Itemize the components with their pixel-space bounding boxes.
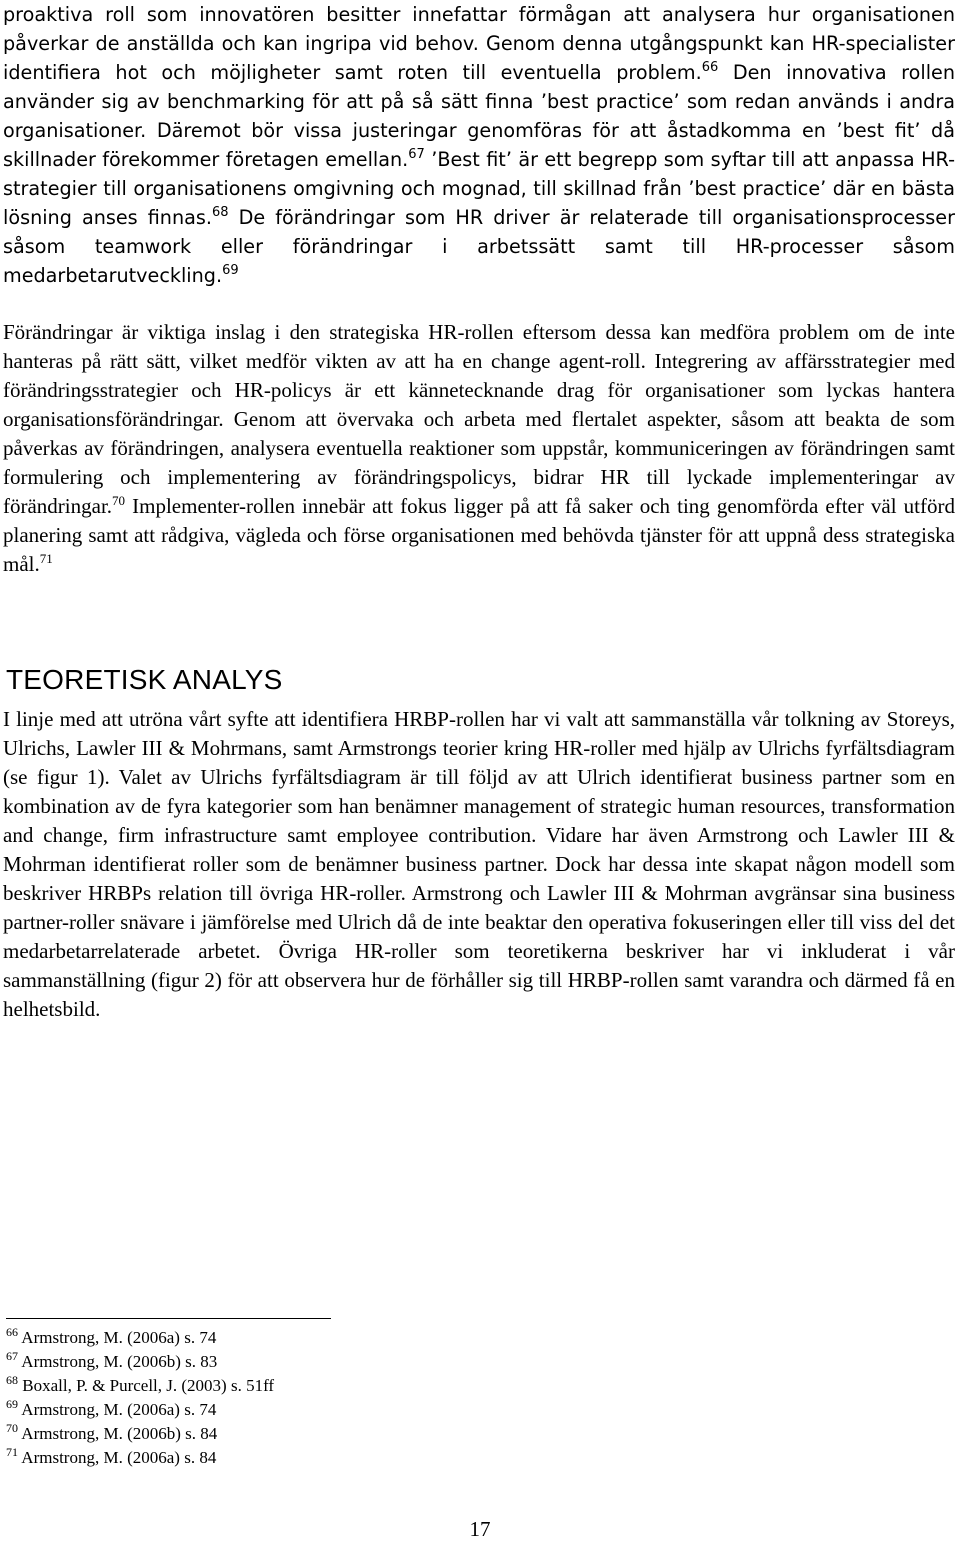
footnote-text: Boxall, P. & Purcell, J. (2003) s. 51ff	[18, 1376, 275, 1395]
footnote-number: 68	[6, 1373, 18, 1387]
footnote-divider	[6, 1318, 331, 1319]
footnote-ref[interactable]: 68	[211, 205, 229, 220]
paragraph-text: Implementer-rollen innebär att fokus ligger på att få saker och ting genomförda efter väl utförd planering samt att rådgiva, vägleda och förse organisationen med behövda tjänster för att uppnå dess strategiska mål.	[3, 494, 955, 576]
footnote-text: Armstrong, M. (2006a) s. 74	[18, 1328, 217, 1347]
body-paragraph-innovator	[3, 0, 955, 290]
footnote-list	[6, 1326, 274, 1470]
footnote-item	[6, 1374, 274, 1398]
body-paragraph-change-agent	[3, 318, 955, 579]
footnote-number: 69	[6, 1397, 18, 1411]
footnote-number: 66	[6, 1325, 18, 1339]
paragraph-text: ’Best fit’ är ett begrepp som syftar till att anpassa HR-strategier till organisationens omgivning och mognad, till skillnad från ’best practice’ där en bästa lösning anses finnas.	[3, 148, 955, 229]
footnote-text: Armstrong, M. (2006b) s. 84	[18, 1424, 218, 1443]
footnote-text: Armstrong, M. (2006a) s. 84	[18, 1448, 217, 1467]
footnote-text: Armstrong, M. (2006b) s. 83	[18, 1352, 218, 1371]
paragraph-text: De förändringar som HR driver är relaterade till organisationsprocesser såsom teamwork eller förändringar i arbetssätt samt till HR-processer såsom medarbetarutveckling.	[3, 206, 955, 287]
footnote-ref[interactable]: 69	[222, 263, 239, 278]
paragraph-text: Den innovativa rollen använder sig av benchmarking för att på så sätt finna ’best practice’ som redan används i andra organisationer. Däremot bör vissa justeringar genomföras för att åstadkomma en ’best fit’ då skillnader förekommer företagen emellan.	[3, 61, 955, 171]
footnote-item	[6, 1446, 274, 1470]
body-paragraph-analysis: I linje med att utröna vårt syfte att identifiera HRBP-rollen har vi valt att sammanställa vår tolkning av Storeys, Ulrichs, Lawler III & Mohrmans, samt Armstrongs teorier kring HR-roller med hjälp av Ulrichs fyrfältsdiagram (se figur 1). Valet av Ulrichs fyrfältsdiagram är till följd av att Ulrich identifierat business partner som en kombination av de fyra kategorier som han benämner management of strategic human resources, transformation and change, firm infrastructure samt employee contribution. Vidare har även Armstrong och Lawler III & Mohrman identifierat roller som de benämner business partner. Dock har dessa inte skapat någon modell som beskriver HRBPs relation till övriga HR-roller. Armstrong och Lawler III & Mohrman avgränsar sina business partner-roller snävare i jämförelse med Ulrich då de inte beaktar den operativa fokuseringen eller till viss del det medarbetarrelaterade arbetet. Övriga HR-roller som teoretikerna beskriver har vi inkluderat i vår sammanställning (figur 2) för att observera hur de förhåller sig till HRBP-rollen samt varandra och därmed få en helhetsbild.	[3, 707, 955, 1021]
page-number: 17	[469, 1517, 491, 1541]
footnote-ref[interactable]: 66	[701, 60, 719, 75]
footnote-ref[interactable]: 71	[39, 551, 53, 566]
footnote-number: 70	[6, 1421, 18, 1435]
footnote-number: 67	[6, 1349, 18, 1363]
footnote-number: 71	[6, 1445, 18, 1459]
footnote-item	[6, 1398, 274, 1422]
footnote-ref[interactable]: 67	[408, 147, 425, 162]
footnote-item	[6, 1326, 274, 1350]
footnote-item	[6, 1350, 274, 1374]
paragraph-text: proaktiva roll som innovatören besitter innefattar förmågan att analysera hur organisationen påverkar de anställda och kan ingripa vid behov. Genom denna utgångspunkt kan HR-specialister identifiera hot och möjligheter samt roten till eventuella problem.	[3, 3, 955, 84]
footnote-item	[6, 1422, 274, 1446]
footnote-ref[interactable]: 70	[112, 493, 126, 508]
paragraph-text: Förändringar är viktiga inslag i den strategiska HR-rollen eftersom dessa kan medföra problem om de inte hanteras på rätt sätt, vilket medför vikten av att ha en change agent-roll. Integrering av affärsstrategier med förändringsstrategier och HR-policys är ett kännetecknande drag för organisationer som lyckas hantera organisationsförändringar. Genom att övervaka och arbeta med flertalet aspekter, såsom att beakta de som påverkas av förändringen, analysera eventuella reaktioner som uppstår, kommuniceringen av förändringen samt formulering och implementering av förändringspolicys, bidrar HR till lyckade implementeringar av förändringar.	[3, 320, 955, 518]
footnote-text: Armstrong, M. (2006a) s. 74	[18, 1400, 217, 1419]
section-heading: TEORETISK ANALYS	[6, 664, 283, 695]
